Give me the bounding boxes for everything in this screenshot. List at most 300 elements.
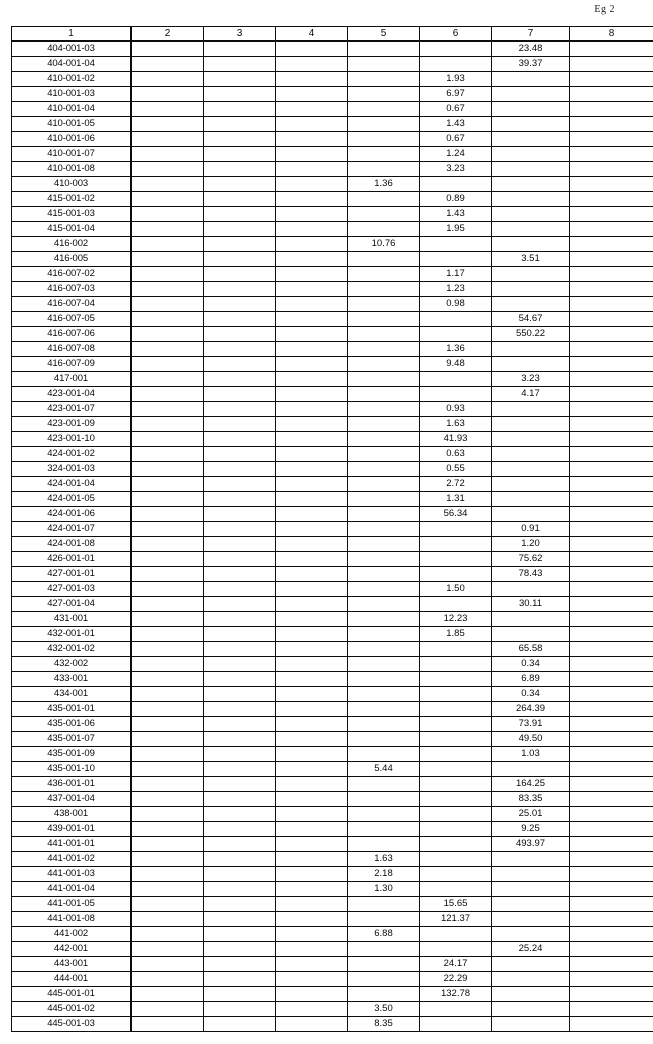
data-cell-col4 bbox=[276, 762, 348, 777]
table-row bbox=[12, 1017, 653, 1032]
data-cell-col3 bbox=[204, 222, 276, 237]
row-code-cell: 423-001-10 bbox=[12, 432, 132, 447]
data-cell-col5 bbox=[348, 87, 420, 102]
data-cell-col6 bbox=[420, 702, 492, 717]
row-code-cell: 441-001-04 bbox=[12, 882, 132, 897]
data-cell-col5 bbox=[348, 357, 420, 372]
data-cell-col7: 1.03 bbox=[492, 747, 570, 762]
row-code-cell: 441-001-03 bbox=[12, 867, 132, 882]
table-row bbox=[12, 777, 653, 792]
data-cell-col5 bbox=[348, 897, 420, 912]
data-cell-col8 bbox=[570, 492, 653, 507]
data-cell-col2 bbox=[131, 492, 204, 507]
data-cell-col5 bbox=[348, 717, 420, 732]
data-cell-col3 bbox=[204, 687, 276, 702]
table-row bbox=[12, 207, 653, 222]
data-cell-col5 bbox=[348, 192, 420, 207]
data-cell-col2 bbox=[131, 942, 204, 957]
table-row bbox=[12, 552, 653, 567]
data-cell-col2 bbox=[131, 252, 204, 267]
data-cell-col5 bbox=[348, 567, 420, 582]
data-cell-col6: 1.95 bbox=[420, 222, 492, 237]
data-cell-col7 bbox=[492, 867, 570, 882]
data-cell-col8 bbox=[570, 852, 653, 867]
column-header-5: 5 bbox=[348, 27, 420, 42]
data-cell-col3 bbox=[204, 657, 276, 672]
data-cell-col4 bbox=[276, 117, 348, 132]
data-cell-col3 bbox=[204, 777, 276, 792]
data-cell-col7 bbox=[492, 627, 570, 642]
data-cell-col4 bbox=[276, 792, 348, 807]
data-cell-col4 bbox=[276, 672, 348, 687]
table-row bbox=[12, 522, 653, 537]
data-cell-col7 bbox=[492, 462, 570, 477]
data-cell-col3 bbox=[204, 72, 276, 87]
data-cell-col3 bbox=[204, 237, 276, 252]
data-cell-col3 bbox=[204, 837, 276, 852]
row-code-cell: 427-001-03 bbox=[12, 582, 132, 597]
table-row bbox=[12, 41, 653, 57]
table-row bbox=[12, 537, 653, 552]
data-cell-col8 bbox=[570, 942, 653, 957]
data-cell-col6 bbox=[420, 252, 492, 267]
data-cell-col6: 1.43 bbox=[420, 207, 492, 222]
data-cell-col6: 1.93 bbox=[420, 72, 492, 87]
data-cell-col3 bbox=[204, 162, 276, 177]
data-cell-col2 bbox=[131, 477, 204, 492]
data-cell-col6: 6.97 bbox=[420, 87, 492, 102]
table-header-row bbox=[12, 27, 653, 42]
data-cell-col8 bbox=[570, 987, 653, 1002]
data-cell-col6 bbox=[420, 387, 492, 402]
table-row bbox=[12, 567, 653, 582]
table-row bbox=[12, 702, 653, 717]
data-cell-col3 bbox=[204, 132, 276, 147]
data-cell-col3 bbox=[204, 747, 276, 762]
data-cell-col6: 132.78 bbox=[420, 987, 492, 1002]
row-code-cell: 441-001-02 bbox=[12, 852, 132, 867]
data-cell-col6 bbox=[420, 942, 492, 957]
data-cell-col6: 0.67 bbox=[420, 102, 492, 117]
data-cell-col3 bbox=[204, 882, 276, 897]
table-row bbox=[12, 222, 653, 237]
data-cell-col2 bbox=[131, 297, 204, 312]
data-cell-col5 bbox=[348, 117, 420, 132]
data-cell-col2 bbox=[131, 342, 204, 357]
data-cell-col7 bbox=[492, 897, 570, 912]
data-cell-col7 bbox=[492, 612, 570, 627]
data-cell-col4 bbox=[276, 252, 348, 267]
table-row bbox=[12, 822, 653, 837]
row-code-cell: 424-001-02 bbox=[12, 447, 132, 462]
row-code-cell: 435-001-01 bbox=[12, 702, 132, 717]
data-cell-col7 bbox=[492, 297, 570, 312]
data-cell-col8 bbox=[570, 41, 653, 57]
row-code-cell: 441-001-05 bbox=[12, 897, 132, 912]
data-cell-col2 bbox=[131, 567, 204, 582]
data-cell-col5 bbox=[348, 552, 420, 567]
data-cell-col6: 12.23 bbox=[420, 612, 492, 627]
data-cell-col5 bbox=[348, 57, 420, 72]
data-cell-col4 bbox=[276, 432, 348, 447]
data-cell-col6: 0.89 bbox=[420, 192, 492, 207]
data-cell-col3 bbox=[204, 627, 276, 642]
table-row bbox=[12, 342, 653, 357]
data-cell-col5 bbox=[348, 162, 420, 177]
data-cell-col4 bbox=[276, 297, 348, 312]
table-row bbox=[12, 237, 653, 252]
data-cell-col6: 121.37 bbox=[420, 912, 492, 927]
data-cell-col7 bbox=[492, 972, 570, 987]
data-cell-col2 bbox=[131, 927, 204, 942]
data-cell-col5 bbox=[348, 102, 420, 117]
data-cell-col6 bbox=[420, 657, 492, 672]
data-cell-col4 bbox=[276, 41, 348, 57]
data-cell-col3 bbox=[204, 522, 276, 537]
table-row bbox=[12, 852, 653, 867]
data-cell-col8 bbox=[570, 522, 653, 537]
data-cell-col5 bbox=[348, 342, 420, 357]
table-row bbox=[12, 327, 653, 342]
data-cell-col3 bbox=[204, 792, 276, 807]
table-header bbox=[12, 27, 653, 42]
data-cell-col8 bbox=[570, 777, 653, 792]
data-cell-col4 bbox=[276, 87, 348, 102]
data-cell-col5 bbox=[348, 72, 420, 87]
data-cell-col3 bbox=[204, 1017, 276, 1032]
data-cell-col3 bbox=[204, 762, 276, 777]
row-code-cell: 445-001-03 bbox=[12, 1017, 132, 1032]
data-cell-col2 bbox=[131, 72, 204, 87]
data-cell-col3 bbox=[204, 612, 276, 627]
row-code-cell: 410-001-04 bbox=[12, 102, 132, 117]
row-code-cell: 410-001-03 bbox=[12, 87, 132, 102]
data-cell-col4 bbox=[276, 837, 348, 852]
data-cell-col4 bbox=[276, 207, 348, 222]
table-row bbox=[12, 987, 653, 1002]
data-cell-col6: 0.93 bbox=[420, 402, 492, 417]
data-cell-col3 bbox=[204, 507, 276, 522]
data-cell-col5 bbox=[348, 387, 420, 402]
data-cell-col5 bbox=[348, 582, 420, 597]
data-cell-col3 bbox=[204, 582, 276, 597]
data-cell-col7 bbox=[492, 147, 570, 162]
data-cell-col6: 56.34 bbox=[420, 507, 492, 522]
data-cell-col4 bbox=[276, 702, 348, 717]
data-cell-col2 bbox=[131, 207, 204, 222]
data-cell-col4 bbox=[276, 147, 348, 162]
data-cell-col5 bbox=[348, 222, 420, 237]
data-cell-col8 bbox=[570, 612, 653, 627]
data-cell-col6: 3.23 bbox=[420, 162, 492, 177]
row-code-cell: 417-001 bbox=[12, 372, 132, 387]
data-cell-col6: 1.50 bbox=[420, 582, 492, 597]
data-cell-col4 bbox=[276, 687, 348, 702]
row-code-cell: 445-001-01 bbox=[12, 987, 132, 1002]
data-cell-col6: 1.17 bbox=[420, 267, 492, 282]
data-cell-col8 bbox=[570, 207, 653, 222]
data-cell-col8 bbox=[570, 372, 653, 387]
data-cell-col7 bbox=[492, 132, 570, 147]
data-cell-col5 bbox=[348, 822, 420, 837]
data-cell-col5 bbox=[348, 417, 420, 432]
data-cell-col2 bbox=[131, 57, 204, 72]
row-code-cell: 410-001-08 bbox=[12, 162, 132, 177]
data-cell-col2 bbox=[131, 852, 204, 867]
table-row bbox=[12, 837, 653, 852]
data-cell-col2 bbox=[131, 687, 204, 702]
data-cell-col8 bbox=[570, 327, 653, 342]
data-cell-col3 bbox=[204, 297, 276, 312]
column-header-7: 7 bbox=[492, 27, 570, 42]
row-code-cell: 416-002 bbox=[12, 237, 132, 252]
data-cell-col6: 0.67 bbox=[420, 132, 492, 147]
data-cell-col6: 1.63 bbox=[420, 417, 492, 432]
data-cell-col4 bbox=[276, 927, 348, 942]
data-cell-col7 bbox=[492, 72, 570, 87]
data-cell-col8 bbox=[570, 882, 653, 897]
data-cell-col5: 1.36 bbox=[348, 177, 420, 192]
data-cell-col3 bbox=[204, 402, 276, 417]
data-cell-col6 bbox=[420, 852, 492, 867]
data-cell-col7: 4.17 bbox=[492, 387, 570, 402]
data-cell-col8 bbox=[570, 1017, 653, 1032]
data-cell-col2 bbox=[131, 912, 204, 927]
data-cell-col8 bbox=[570, 447, 653, 462]
data-cell-col2 bbox=[131, 597, 204, 612]
data-cell-col4 bbox=[276, 942, 348, 957]
row-code-cell: 415-001-04 bbox=[12, 222, 132, 237]
row-code-cell: 410-001-06 bbox=[12, 132, 132, 147]
row-code-cell: 436-001-01 bbox=[12, 777, 132, 792]
data-cell-col6: 0.63 bbox=[420, 447, 492, 462]
table-row bbox=[12, 417, 653, 432]
data-cell-col5 bbox=[348, 372, 420, 387]
data-cell-col3 bbox=[204, 342, 276, 357]
table-row bbox=[12, 717, 653, 732]
column-header-2: 2 bbox=[131, 27, 204, 42]
data-cell-col5: 3.50 bbox=[348, 1002, 420, 1017]
data-cell-col7 bbox=[492, 477, 570, 492]
row-code-cell: 423-001-04 bbox=[12, 387, 132, 402]
data-cell-col7: 264.39 bbox=[492, 702, 570, 717]
data-cell-col5 bbox=[348, 297, 420, 312]
data-cell-col6 bbox=[420, 372, 492, 387]
data-cell-col8 bbox=[570, 342, 653, 357]
data-cell-col8 bbox=[570, 762, 653, 777]
data-cell-col4 bbox=[276, 162, 348, 177]
table-row bbox=[12, 432, 653, 447]
data-table bbox=[11, 26, 653, 1032]
data-cell-col4 bbox=[276, 447, 348, 462]
data-cell-col2 bbox=[131, 162, 204, 177]
data-cell-col7 bbox=[492, 162, 570, 177]
data-cell-col5: 8.35 bbox=[348, 1017, 420, 1032]
data-cell-col8 bbox=[570, 312, 653, 327]
row-code-cell: 423-001-09 bbox=[12, 417, 132, 432]
data-cell-col6 bbox=[420, 792, 492, 807]
data-cell-col8 bbox=[570, 57, 653, 72]
data-cell-col3 bbox=[204, 927, 276, 942]
table-row bbox=[12, 882, 653, 897]
row-code-cell: 435-001-07 bbox=[12, 732, 132, 747]
data-cell-col3 bbox=[204, 717, 276, 732]
data-cell-col5 bbox=[348, 972, 420, 987]
row-code-cell: 416-007-06 bbox=[12, 327, 132, 342]
data-cell-col8 bbox=[570, 477, 653, 492]
data-cell-col2 bbox=[131, 822, 204, 837]
data-cell-col2 bbox=[131, 657, 204, 672]
data-cell-col8 bbox=[570, 732, 653, 747]
data-cell-col6 bbox=[420, 762, 492, 777]
table-row bbox=[12, 597, 653, 612]
row-code-cell: 416-007-02 bbox=[12, 267, 132, 282]
data-cell-col3 bbox=[204, 867, 276, 882]
data-cell-col6 bbox=[420, 717, 492, 732]
table-row bbox=[12, 927, 653, 942]
data-cell-col4 bbox=[276, 957, 348, 972]
data-cell-col8 bbox=[570, 507, 653, 522]
data-cell-col2 bbox=[131, 552, 204, 567]
data-cell-col5 bbox=[348, 657, 420, 672]
data-cell-col2 bbox=[131, 1017, 204, 1032]
row-code-cell: 441-002 bbox=[12, 927, 132, 942]
row-code-cell: 416-007-04 bbox=[12, 297, 132, 312]
data-cell-col7 bbox=[492, 237, 570, 252]
data-cell-col7: 1.20 bbox=[492, 537, 570, 552]
table-row bbox=[12, 942, 653, 957]
data-cell-col5 bbox=[348, 597, 420, 612]
row-code-cell: 433-001 bbox=[12, 672, 132, 687]
table-row bbox=[12, 732, 653, 747]
data-cell-col6 bbox=[420, 237, 492, 252]
row-code-cell: 431-001 bbox=[12, 612, 132, 627]
data-cell-col8 bbox=[570, 387, 653, 402]
data-cell-col6 bbox=[420, 597, 492, 612]
data-cell-col3 bbox=[204, 957, 276, 972]
data-cell-col3 bbox=[204, 417, 276, 432]
data-cell-col4 bbox=[276, 492, 348, 507]
data-cell-col6: 1.31 bbox=[420, 492, 492, 507]
data-cell-col7: 39.37 bbox=[492, 57, 570, 72]
row-code-cell: 410-001-05 bbox=[12, 117, 132, 132]
data-cell-col7 bbox=[492, 762, 570, 777]
data-cell-col4 bbox=[276, 267, 348, 282]
data-cell-col6 bbox=[420, 747, 492, 762]
data-cell-col8 bbox=[570, 402, 653, 417]
column-header-8: 8 bbox=[570, 27, 653, 42]
data-cell-col5: 1.63 bbox=[348, 852, 420, 867]
data-cell-col2 bbox=[131, 417, 204, 432]
data-cell-col8 bbox=[570, 1002, 653, 1017]
data-cell-col8 bbox=[570, 237, 653, 252]
data-cell-col2 bbox=[131, 642, 204, 657]
table-row bbox=[12, 582, 653, 597]
data-cell-col8 bbox=[570, 642, 653, 657]
data-cell-col7 bbox=[492, 192, 570, 207]
data-cell-col4 bbox=[276, 312, 348, 327]
row-code-cell: 437-001-04 bbox=[12, 792, 132, 807]
data-cell-col3 bbox=[204, 192, 276, 207]
data-cell-col4 bbox=[276, 867, 348, 882]
row-code-cell: 424-001-06 bbox=[12, 507, 132, 522]
data-cell-col7: 6.89 bbox=[492, 672, 570, 687]
row-code-cell: 424-001-08 bbox=[12, 537, 132, 552]
row-code-cell: 432-001-02 bbox=[12, 642, 132, 657]
data-table-container bbox=[11, 26, 644, 1032]
data-cell-col7: 0.34 bbox=[492, 687, 570, 702]
data-cell-col5 bbox=[348, 477, 420, 492]
column-header-6: 6 bbox=[420, 27, 492, 42]
data-cell-col3 bbox=[204, 207, 276, 222]
data-cell-col3 bbox=[204, 942, 276, 957]
row-code-cell: 444-001 bbox=[12, 972, 132, 987]
data-cell-col8 bbox=[570, 252, 653, 267]
data-cell-col2 bbox=[131, 432, 204, 447]
data-cell-col7 bbox=[492, 1002, 570, 1017]
data-cell-col2 bbox=[131, 627, 204, 642]
row-code-cell: 415-001-02 bbox=[12, 192, 132, 207]
row-code-cell: 410-001-02 bbox=[12, 72, 132, 87]
data-cell-col4 bbox=[276, 1017, 348, 1032]
data-cell-col3 bbox=[204, 477, 276, 492]
data-cell-col8 bbox=[570, 702, 653, 717]
data-cell-col3 bbox=[204, 807, 276, 822]
row-code-cell: 424-001-07 bbox=[12, 522, 132, 537]
data-cell-col3 bbox=[204, 447, 276, 462]
data-cell-col4 bbox=[276, 717, 348, 732]
data-cell-col8 bbox=[570, 792, 653, 807]
data-cell-col6: 0.98 bbox=[420, 297, 492, 312]
data-cell-col5: 5.44 bbox=[348, 762, 420, 777]
data-cell-col4 bbox=[276, 567, 348, 582]
data-cell-col7 bbox=[492, 957, 570, 972]
data-cell-col8 bbox=[570, 177, 653, 192]
data-cell-col6 bbox=[420, 567, 492, 582]
data-cell-col6: 1.24 bbox=[420, 147, 492, 162]
data-cell-col4 bbox=[276, 192, 348, 207]
data-cell-col5 bbox=[348, 507, 420, 522]
data-cell-col8 bbox=[570, 192, 653, 207]
data-cell-col7: 78.43 bbox=[492, 567, 570, 582]
data-cell-col6 bbox=[420, 642, 492, 657]
data-cell-col3 bbox=[204, 597, 276, 612]
data-cell-col3 bbox=[204, 252, 276, 267]
table-row bbox=[12, 372, 653, 387]
data-cell-col3 bbox=[204, 462, 276, 477]
data-cell-col4 bbox=[276, 327, 348, 342]
data-cell-col6 bbox=[420, 1002, 492, 1017]
table-row bbox=[12, 807, 653, 822]
data-cell-col6: 41.93 bbox=[420, 432, 492, 447]
data-cell-col5 bbox=[348, 41, 420, 57]
data-cell-col2 bbox=[131, 387, 204, 402]
data-cell-col2 bbox=[131, 522, 204, 537]
data-cell-col8 bbox=[570, 282, 653, 297]
data-cell-col2 bbox=[131, 1002, 204, 1017]
data-cell-col8 bbox=[570, 672, 653, 687]
row-code-cell: 435-001-06 bbox=[12, 717, 132, 732]
data-cell-col8 bbox=[570, 912, 653, 927]
data-cell-col5 bbox=[348, 627, 420, 642]
table-row bbox=[12, 72, 653, 87]
data-cell-col8 bbox=[570, 927, 653, 942]
row-code-cell: 432-002 bbox=[12, 657, 132, 672]
data-cell-col5: 1.30 bbox=[348, 882, 420, 897]
data-cell-col2 bbox=[131, 777, 204, 792]
data-cell-col3 bbox=[204, 852, 276, 867]
data-cell-col8 bbox=[570, 657, 653, 672]
